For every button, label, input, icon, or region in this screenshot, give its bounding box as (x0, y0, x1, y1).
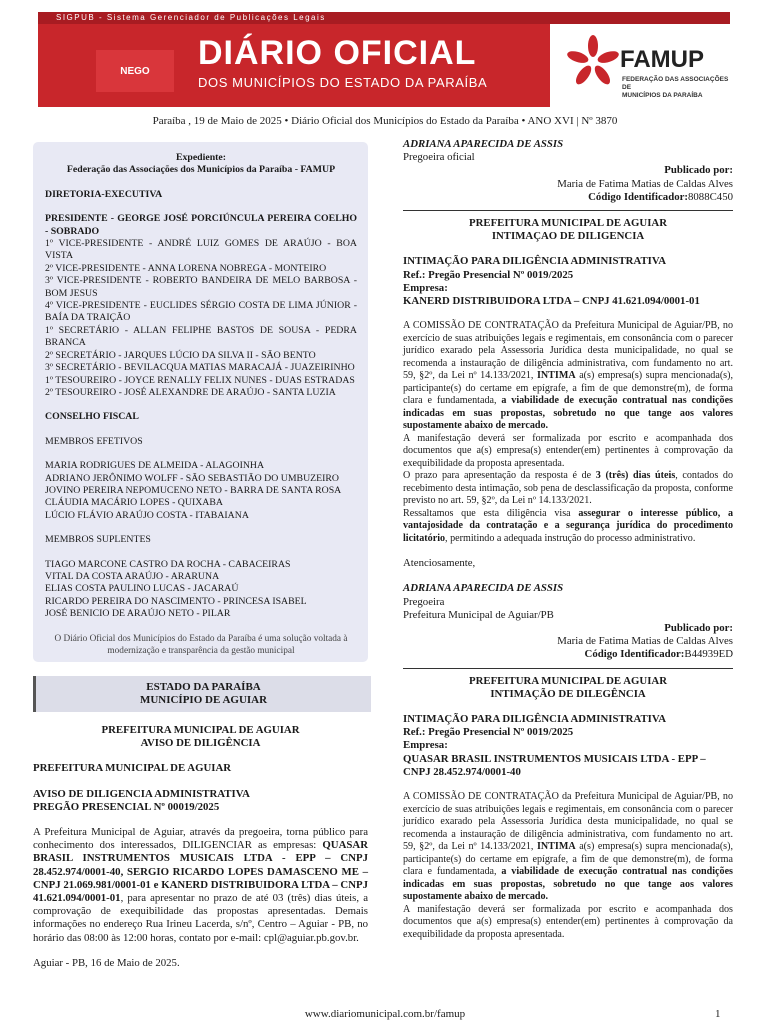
list-item: VITAL DA COSTA ARAÚJO - ARARUNA (45, 570, 220, 582)
aviso-org: PREFEITURA MUNICIPAL DE AGUIAR (33, 762, 232, 775)
members-title: MEMBROS EFETIVOS (45, 435, 143, 447)
intimacao-company: KANERD DISTRIBUIDORA LTDA – CNPJ 41.621.094/0001-01 (403, 295, 700, 308)
federation-name: Federação das Associações dos Municípios da Paraíba - FAMUP (66, 164, 336, 176)
intimacao-ref: Ref.: Pregão Presencial Nº 0019/2025 (403, 726, 574, 739)
aviso-date: Aguiar - PB, 16 de Maio de 2025. (33, 956, 180, 969)
intimacao-heading: PREFEITURA MUNICIPAL DE AGUIAR (468, 217, 668, 230)
intimacao-title: INTIMAÇÃO PARA DILIGÊNCIA ADMINISTRATIVA (403, 713, 667, 726)
star-icon (566, 34, 620, 88)
intimacao-subheading: INTIMAÇÃO DE DILEGÊNCIA (490, 687, 646, 700)
list-item: 1º TESOUREIRO - JOYCE RENALLY FELIX NUNES - DUAS ESTRADAS (45, 374, 355, 386)
expediente-content (45, 152, 357, 657)
intimacao-company: QUASAR BRASIL INSTRUMENTOS MUSICAIS LTDA - EPP – CNPJ 28.452.974/0001-40 (403, 752, 706, 778)
list-item: 1º VICE-PRESIDENTE - ANDRÉ LUIZ GOMES DE ARAÚJO - BOA VISTA (45, 238, 357, 262)
header-banner (38, 12, 730, 107)
list-item: 3º VICE-PRESIDENTE - ROBERTO BANDEIRA DE MELO BARBOSA - BOM JESUS (45, 275, 357, 299)
list-item: ELIAS COSTA PAULINO LUCAS - JACARAÚ (45, 583, 239, 595)
intimacao-paragraph: O prazo para apresentação da resposta é de 3 (três) dias úteis, contados do recebimento desta intimação, sob pena de desclassificação da proposta, conforme previsto no art. 59, §2º, da Lei nº 14.133/2021. (403, 470, 733, 507)
publication-subtitle: DOS MUNICÍPIOS DO ESTADO DA PARAÍBA (198, 75, 488, 90)
intimacao-paragraph: A manifestação deverá ser formalizada por escrito e acompanhada dos documentos que a(s) empresa(s) entender(em) pertinentes à comprovação da exequibilidade da proposta apresentada. (403, 432, 733, 469)
intimacao-paragraph: A COMISSÃO DE CONTRATAÇÃO da Prefeitura Municipal de Aguiar/PB, no exercício de suas atribuições legais e regimentais, em consonância com o parecer jurídico exarado pela Assessoria Jurídica desta municipalidade, no qual se recomenda a instauração de diligência administrativa, com fundamento no art. 59, §2º, da Lei nº 14.133/2021, INTIMA a(s) empresa(s) supra mencionada(s), participante(s) do certame em epígrafe, a fim de que demonstre(m), de forma clara e fundamentada, a viabilidade de execução contratual nas condições indicadas em suas propostas, sobretudo no que tange aos valores supostamente abaixo de mercado. (403, 320, 733, 432)
board-list (45, 213, 357, 399)
list-item: JOSÉ BENICIO DE ARAÚJO NETO - PILAR (45, 608, 231, 620)
identifier-code: Código Identificador:8088C450 (588, 190, 733, 203)
aviso-heading: PREFEITURA MUNICIPAL DE AGUIAR (101, 724, 300, 736)
published-by-name: Maria de Fatima Matias de Caldas Alves (557, 177, 733, 190)
published-by-name: Maria de Fatima Matias de Caldas Alves (557, 635, 733, 648)
signer-role: Pregoeira (403, 595, 445, 608)
substitutes-list (45, 559, 357, 621)
signer-org: Prefeitura Municipal de Aguiar/PB (403, 608, 554, 621)
list-item: 1º SECRETÁRIO - ALLAN FELIPHE BASTOS DE SOUSA - PEDRA BRANCA (45, 324, 357, 349)
list-item: RICARDO PEREIRA DO NASCIMENTO - PRINCESA ISABEL (45, 595, 307, 607)
list-item: 3º SECRETÁRIO - BEVILACQUA MATIAS MARACAJÁ - JUAZEIRINHO (45, 362, 355, 374)
list-item: 2º VICE-PRESIDENTE - ANNA LORENA NOBREGA - MONTEIRO (45, 262, 327, 274)
regards: Atenciosamente, (403, 557, 476, 570)
intimacao-paragraph: A COMISSÃO DE CONTRATAÇÃO da Prefeitura Municipal de Aguiar/PB, no exercício de suas atribuições legais e regimentais, em consonância com o parecer jurídico exarado pela Assessoria Jurídica desta municipalidade, no qual se recomenda a instauração de diligência administrativa, com fundamento no art. 59, §2º, da Lei nº 14.133/2021, INTIMA a(s) empresa(s) supra mencionada(s), participante(s) do certame em epígrafe, a fim de que demonstre(m), de forma clara e fundamentada, a viabilidade de execução contratual nas condições indicadas em suas propostas, sobretudo no que tange aos valores supostamente abaixo de mercado. (403, 791, 733, 903)
signer-name: ADRIANA APARECIDA DE ASSIS (403, 138, 564, 150)
list-item: CLÁUDIA MACÁRIO LOPES - QUIXABA (45, 497, 223, 509)
badge: NEGO (96, 50, 174, 92)
list-item: PRESIDENTE - GEORGE JOSÉ PORCIÚNCULA PEREIRA COELHO - SOBRADO (45, 213, 357, 237)
published-by-label: Publicado por: (664, 622, 733, 635)
aviso-pregao: PREGÃO PRESENCIAL Nº 00019/2025 (33, 800, 220, 813)
intimacao-ref: Ref.: Pregão Presencial Nº 0019/2025 (403, 268, 574, 281)
state-section-header: ESTADO DA PARAÍBA MUNICÍPIO DE AGUIAR (33, 676, 371, 712)
intimacao-title: INTIMAÇÃO PARA DILIGÊNCIA ADMINISTRATIVA (403, 255, 667, 268)
identifier-code: Código Identificador:B44939ED (584, 648, 733, 661)
expediente-title: Expediente: (175, 152, 227, 163)
intimacao-paragraph: Ressaltamos que esta diligência visa assegurar o interesse público, a vantajosidade da contratação e a segurança jurídica do procedimento licitatório, permitindo a adequada instrução do processo administrativo. (403, 507, 733, 544)
members-list (45, 460, 357, 522)
aviso-diligencia (33, 724, 368, 970)
list-item: TIAGO MARCONE CASTRO DA ROCHA - CABACEIRAS (45, 558, 291, 570)
right-column (403, 138, 733, 941)
signer-role: Pregoeira oficial (403, 151, 475, 164)
list-item: JOVINO PEREIRA NEPOMUCENO NETO - BARRA DE SANTA ROSA (45, 484, 342, 496)
logo-subtitle: FEDERAÇÃO DAS ASSOCIAÇÕES DE MUNICÍPIOS DA PARAÍBA (622, 76, 729, 99)
expediente-closing: O Diário Oficial dos Municípios do Estado da Paraíba é uma solução voltada à modernização e transparência da gestão municipal (54, 633, 348, 656)
signer-name: ADRIANA APARECIDA DE ASSIS (403, 582, 564, 595)
intimacao-company-label: Empresa: (403, 739, 448, 752)
intimacao-company-label: Empresa: (403, 281, 448, 294)
publication-title: DIÁRIO OFICIAL (198, 34, 477, 72)
substitutes-title: MEMBROS SUPLENTES (45, 534, 151, 546)
famup-logo (550, 24, 730, 107)
list-item: MARIA RODRIGUES DE ALMEIDA - ALAGOINHA (45, 460, 265, 472)
council-title: CONSELHO FISCAL (45, 411, 139, 423)
aviso-body: A Prefeitura Municipal de Aguiar, através da pregoeira, torna público para conhecimento dos interessados, DILIGENCIAR as empresas: QUASAR BRASIL INSTRUMENTOS MUSICAIS LTDA - EPP – CNPJ 28.452.974/0001-40, SERGIO RICARDO LOPES DAMASCENO ME – CNPJ 21.069.981/0001-01 e KANERD DISTRIBUIDORA LTDA – CNPJ 41.621.094/0001-01, para apresentar no prazo de até 03 (três) dias úteis, a comprovação de exequibilidade das propostas apresentadas. Demais informações no endereço Rua Irineu Lacerda, s/nº, Centro – Aguiar - PB, no horário das 08:00 às 12:00 horas, contato por e-mail: cpl@aguiar.pb.gov.br. (33, 826, 368, 944)
list-item: LÚCIO FLÁVIO ARAÚJO COSTA - ITABAIANA (45, 509, 249, 521)
published-by-label: Publicado por: (664, 164, 733, 177)
footer-url: www.diariomunicipal.com.br/famup (304, 1008, 466, 1020)
board-title: DIRETORIA-EXECUTIVA (45, 188, 163, 200)
edition-info: Paraíba , 19 de Maio de 2025 • Diário Oficial dos Municípios do Estado da Paraíba • ANO XVI | Nº 3870 (152, 115, 618, 127)
list-item: 2º TESOUREIRO - JOSÉ ALEXANDRE DE ARAÚJO - SANTA LUZIA (45, 386, 336, 398)
list-item: 4º VICE-PRESIDENTE - EUCLIDES SÉRGIO COSTA DE LIMA JÚNIOR - BAÍA DA TRAIÇÃO (45, 300, 357, 324)
intimacao-heading: PREFEITURA MUNICIPAL DE AGUIAR (468, 674, 668, 687)
intimacao-subheading: INTIMAÇAO DE DILIGENCIA (491, 230, 645, 243)
aviso-title: AVISO DE DILIGENCIA ADMINISTRATIVA (33, 787, 250, 800)
list-item: ADRIANO JERÔNIMO WOLFF - SÃO SEBASTIÃO DO UMBUZEIRO (45, 472, 340, 484)
system-bar: SIGPUB - Sistema Gerenciador de Publicações Legais (38, 12, 730, 24)
page-number: 1 (715, 1008, 721, 1020)
aviso-subheading: AVISO DE DILIGÊNCIA (140, 737, 261, 750)
intimacao-paragraph: A manifestação deverá ser formalizada por escrito e acompanhada dos documentos que a(s) empresa(s) entender(em) pertinentes à comprovação da exequibilidade da proposta apresentada. (403, 903, 733, 940)
list-item: 2º SECRETÁRIO - JARQUES LÚCIO DA SILVA II - SÃO BENTO (45, 349, 316, 361)
logo-name: FAMUP (620, 46, 704, 73)
